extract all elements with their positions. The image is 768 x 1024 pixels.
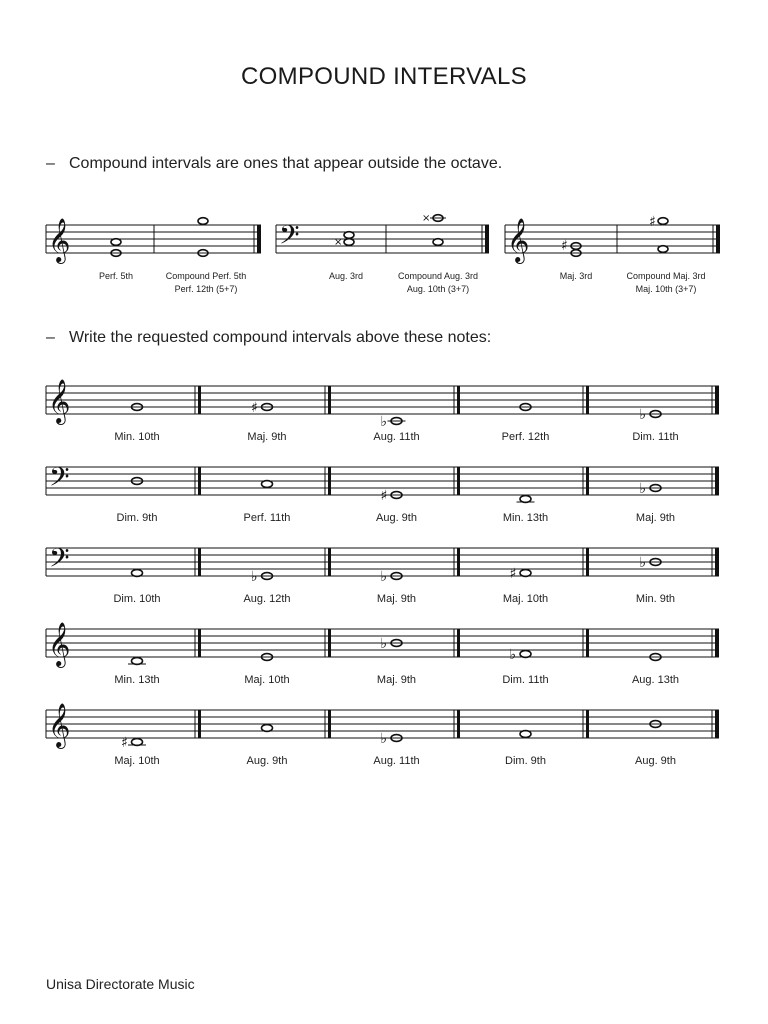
instruction-text: Write the requested compound intervals above these notes:: [69, 329, 492, 346]
interval-label: Dim. 10th: [113, 593, 161, 605]
instruction-dash: –: [46, 329, 55, 346]
whole-note: [658, 246, 668, 253]
footer-text: Unisa Directorate Music: [46, 976, 195, 992]
interval-label: Min. 13th: [114, 674, 160, 686]
interval-label: Maj. 9th: [635, 512, 676, 524]
whole-note: [344, 232, 354, 239]
interval-label: Maj. 9th: [376, 593, 417, 605]
whole-note: [132, 739, 143, 746]
interval-label: Aug. 9th: [376, 512, 417, 524]
flat-icon: ♭: [380, 731, 388, 747]
flat-icon: ♭: [509, 647, 517, 663]
interval-label: Aug. 11th: [373, 431, 420, 443]
example-staff-3: [505, 214, 720, 264]
example-staff-1: [46, 218, 261, 264]
interval-label: Perf. 11th: [243, 512, 291, 524]
whole-note: [344, 239, 354, 246]
whole-note: [198, 218, 208, 225]
whole-note: [658, 218, 668, 225]
interval-label: Maj. 9th: [376, 674, 417, 686]
example-simple-label: Perf. 5th: [98, 271, 134, 281]
whole-note: [132, 658, 143, 665]
interval-label: Maj. 10th: [114, 755, 160, 767]
whole-note: [520, 570, 531, 577]
intro-text: Compound intervals are ones that appear outside the octave.: [69, 155, 503, 172]
whole-note: [262, 481, 273, 488]
interval-label: Aug. 9th: [246, 755, 288, 767]
interval-label: Maj. 9th: [247, 431, 287, 443]
whole-note: [132, 570, 143, 577]
example-staff-2: [276, 213, 489, 257]
exercise-staff: [46, 703, 719, 767]
sharp-icon: ♯: [251, 400, 258, 416]
treble-clef-icon: 𝄞: [48, 218, 71, 262]
interval-label: Min. 9th: [635, 593, 676, 605]
example-compound-label: Compound Maj. 3rd: [626, 271, 706, 281]
flat-icon: ♭: [380, 414, 388, 430]
exercise-rows: [46, 379, 719, 767]
intro-dash: –: [46, 155, 55, 172]
interval-label: Aug. 9th: [635, 755, 676, 767]
flat-icon: ♭: [380, 569, 388, 585]
interval-label: Perf. 12th: [501, 431, 550, 443]
example-simple-label: Aug. 3rd: [328, 271, 364, 281]
treble-clef-icon: 𝄞: [48, 622, 71, 666]
interval-label: Aug. 13th: [631, 674, 680, 686]
flat-icon: ♭: [639, 407, 647, 423]
example-compound-sublabel: Perf. 12th (5+7): [174, 284, 238, 294]
whole-note: [262, 725, 273, 732]
exercise-staff: [46, 622, 719, 686]
flat-icon: ♭: [639, 481, 647, 497]
interval-label: Maj. 10th: [502, 593, 549, 605]
interval-label: Min. 10th: [114, 431, 160, 443]
sharp-icon: ♯: [121, 735, 128, 751]
example-compound-label: Compound Aug. 3rd: [397, 271, 479, 281]
double-sharp-icon: ×: [334, 237, 343, 248]
exercise-staff: [46, 461, 719, 524]
page-title: COMPOUND INTERVALS: [241, 63, 527, 90]
bass-clef-icon: 𝄢: [49, 542, 70, 580]
interval-label: Aug. 11th: [373, 755, 420, 767]
bass-clef-icon: 𝄢: [279, 219, 300, 257]
interval-label: Aug. 12th: [243, 593, 291, 605]
bass-clef-icon: 𝄢: [49, 461, 70, 499]
interval-label: Dim. 11th: [502, 674, 549, 686]
whole-note: [520, 496, 531, 503]
whole-note: [433, 239, 443, 246]
example-compound-sublabel: Maj. 10th (3+7): [635, 284, 697, 294]
interval-label: Dim. 9th: [505, 755, 546, 767]
exercise-staff: [46, 542, 719, 605]
flat-icon: ♭: [251, 569, 258, 585]
interval-label: Maj. 10th: [244, 674, 290, 686]
sharp-icon: ♯: [380, 488, 388, 504]
interval-label: Dim. 11th: [632, 431, 679, 443]
double-sharp-icon: ×: [422, 213, 431, 224]
example-compound-sublabel: Aug. 10th (3+7): [406, 284, 470, 294]
sharp-icon: ♯: [509, 566, 517, 582]
treble-clef-icon: 𝄞: [507, 218, 530, 262]
treble-clef-icon: 𝄞: [48, 703, 71, 747]
example-compound-label: Compound Perf. 5th: [165, 271, 247, 281]
whole-note: [520, 651, 531, 658]
interval-label: Min. 13th: [502, 512, 549, 524]
flat-icon: ♭: [639, 555, 647, 571]
interval-label: Dim. 9th: [116, 512, 158, 524]
treble-clef-icon: 𝄞: [48, 379, 71, 423]
whole-note: [520, 731, 531, 738]
sharp-icon: ♯: [561, 238, 568, 254]
exercise-staff: [46, 379, 719, 443]
whole-note: [111, 239, 121, 246]
sharp-icon: ♯: [649, 214, 656, 230]
example-simple-label: Maj. 3rd: [559, 271, 593, 281]
flat-icon: ♭: [380, 636, 388, 652]
